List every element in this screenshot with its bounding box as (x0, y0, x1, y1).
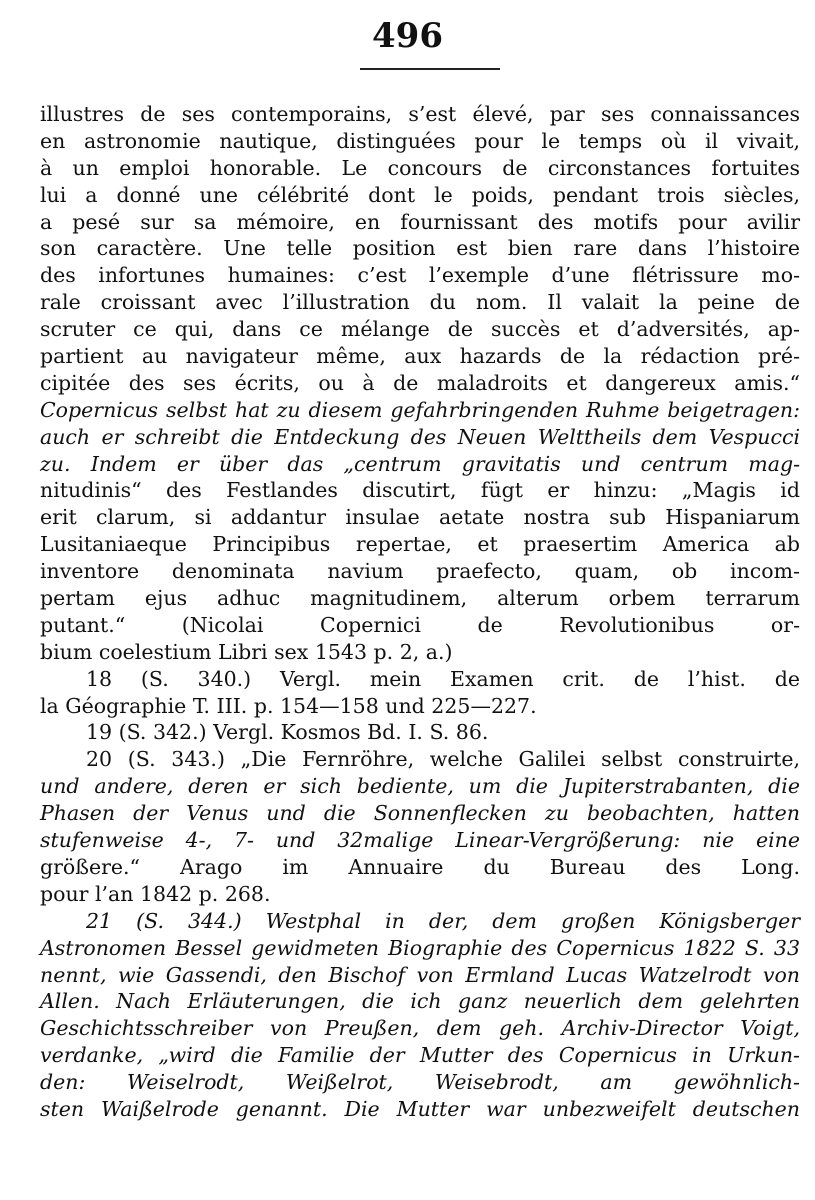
page-body (40, 101, 800, 1123)
text-line: nennt, wie Gassendi, den Bischof von Ermland Lucas Watzelrodt von (40, 962, 800, 987)
text-line: pertam ejus adhuc magnitudinem, alterum orbem terrarum (40, 586, 800, 611)
text-line: pour l’an 1842 p. 268. (40, 881, 271, 906)
text-line: illustres de ses contemporains, s’est élevé, par ses connaissances (40, 102, 800, 126)
text-line: lui a donné une célébrité dont le poids, pendant trois siècles, (40, 182, 800, 207)
text-line: partient au navigateur même, aux hazards de la rédaction pré- (40, 344, 800, 369)
text-line: den: Weiselrodt, Weißelrot, Weisebrodt, am gewöhnlich- (40, 1070, 800, 1095)
text-line: scruter ce qui, dans ce mélange de succès et d’adversités, ap- (40, 317, 800, 342)
footnote-line: 21 (S. 344.) Westphal in der, dem großen Königsberger (86, 908, 800, 933)
text-line: rale croissant avec l’illustration du nom. Il valait la peine de (40, 290, 800, 315)
text-line: en astronomie nautique, distinguées pour le temps où il vivait, (40, 128, 800, 153)
text-line: son caractère. Une telle position est bien rare dans l’histoire (40, 236, 800, 261)
text-line: Geschichtsschreiber von Preußen, dem geh. Archiv-Director Voigt, (40, 1016, 800, 1041)
text-line: des infortunes humaines: c’est l’exemple d’une flétrissure mo- (40, 263, 800, 288)
text-line: inventore denominata navium praefecto, quam, ob incom- (40, 559, 800, 584)
text-line: nitudinis“ des Festlandes discutirt, fügt er hinzu: „Magis id (40, 478, 800, 503)
text-line: cipitée des ses écrits, ou à de maladroits et dangereux amis.“ (40, 370, 800, 395)
text-line: verdanke, „wird die Familie der Mutter des Copernicus in Urkun- (40, 1043, 800, 1068)
text-line: Lusitaniaeque Principibus repertae, et praesertim America ab (40, 532, 800, 557)
text-line: Astronomen Bessel gewidmeten Biographie des Copernicus 1822 S. 33 (40, 935, 800, 960)
text-line: erit clarum, si addantur insulae aetate nostra sub Hispaniarum (40, 505, 800, 530)
text-line: bium coelestium Libri sex 1543 p. 2, a.) (40, 639, 453, 664)
text-line: größere.“ Arago im Annuaire du Bureau des Long. (40, 854, 800, 879)
text-line: la Géographie T. III. p. 154—158 und 225—227. (40, 693, 537, 718)
text-line: a pesé sur sa mémoire, en fournissant des motifs pour avilir (40, 209, 800, 234)
text-line: auch er schreibt die Entdeckung des Neuen Welttheils dem Vespucci (40, 424, 800, 449)
text-line: zu. Indem er über das „centrum gravitatis und centrum mag- (40, 451, 800, 476)
header-rule (360, 68, 500, 70)
text-line: und andere, deren er sich bediente, um die Jupiterstrabanten, die (40, 774, 800, 799)
text-line: sten Waißelrode genannt. Die Mutter war unbezweifelt deutschen (40, 1096, 800, 1121)
text-line: Copernicus selbst hat zu diesem gefahrbringenden Ruhme beigetragen: (40, 397, 800, 422)
text-line: à un emploi honorable. Le concours de circonstances fortuites (40, 155, 800, 180)
text-line: stufenweise 4-, 7- und 32malige Linear-Vergrößerung: nie eine (40, 828, 800, 853)
text-line: putant.“ (Nicolai Copernici de Revolutionibus or- (40, 612, 800, 637)
text-line: Allen. Nach Erläuterungen, die ich ganz neuerlich dem gelehrten (40, 989, 800, 1014)
text-line: Phasen der Venus und die Sonnenflecken zu beobachten, hatten (40, 801, 800, 826)
footnote-line: 18 (S. 340.) Vergl. mein Examen crit. de l’hist. de (86, 666, 800, 691)
footnote-line: 19 (S. 342.) Vergl. Kosmos Bd. I. S. 86. (86, 720, 489, 745)
footnote-line: 20 (S. 343.) „Die Fernröhre, welche Galilei selbst construirte, (86, 747, 800, 772)
page-number: 496 (372, 16, 443, 56)
